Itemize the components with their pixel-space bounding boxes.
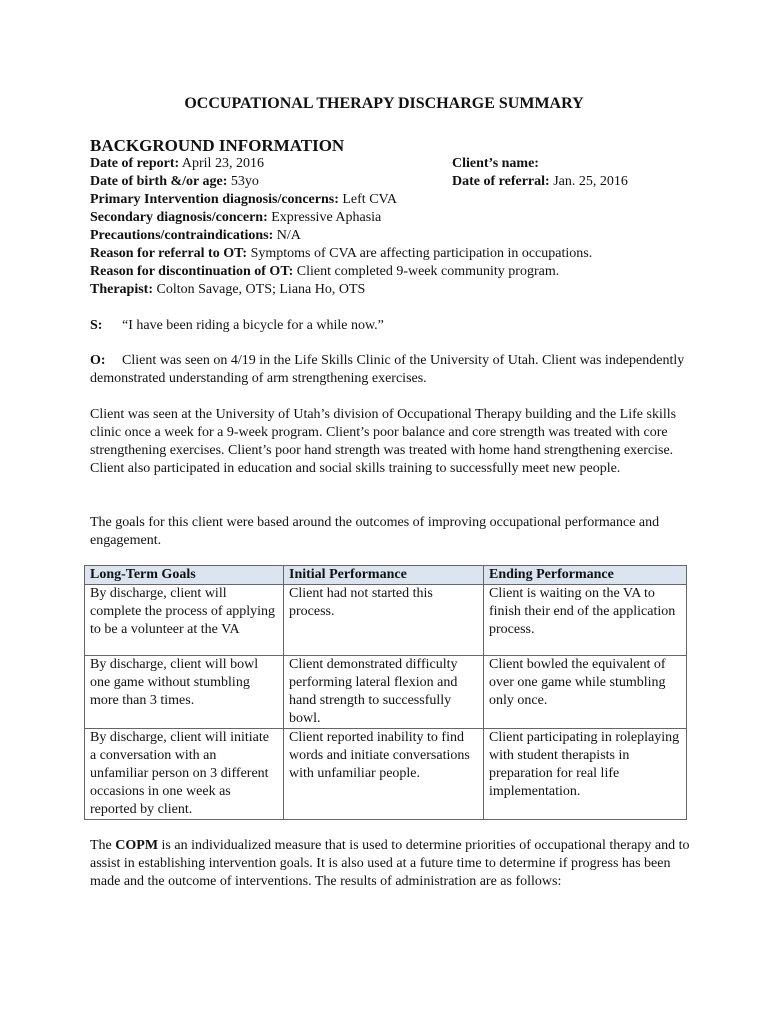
table-cell: By discharge, client will bowl one game without stumbling more than 3 times. xyxy=(85,656,284,729)
document-title: OCCUPATIONAL THERAPY DISCHARGE SUMMARY xyxy=(184,95,584,112)
info-row-precautions xyxy=(90,227,690,245)
date-of-report-label: Date of report: xyxy=(90,156,180,171)
header-long-term-goals: Long-Term Goals xyxy=(85,566,284,585)
table-cell: Client reported inability to find words and initiate conversations with unfamiliar people. xyxy=(284,729,484,820)
referral-reason-value: Symptoms of CVA are affecting participation in occupations. xyxy=(250,246,593,261)
discontinuation-value: Client completed 9-week community program. xyxy=(296,264,560,279)
table-cell: By discharge, client will initiate a conversation with an unfamiliar person on 3 different occasions in one week as reported by client. xyxy=(85,729,284,820)
goals-intro-paragraph: The goals for this client were based around the outcomes of improving occupational performance and engagement. xyxy=(90,515,660,548)
info-row-primary-dx xyxy=(90,191,690,209)
date-of-referral-label: Date of referral: xyxy=(452,174,550,189)
copm-paragraph xyxy=(90,837,690,891)
table-row xyxy=(85,729,687,820)
objective-label: O: xyxy=(90,353,106,368)
copm-text: is an individualized measure that is used to determine priorities of occupational therapy and to assist in establishing intervention goals. It is also used at a future time to determine if progress has been made and the outcome of interventions. The results of administration are as follows: xyxy=(90,838,690,889)
header-ending-performance: Ending Performance xyxy=(484,566,687,585)
subjective-label: S: xyxy=(90,318,103,333)
objective-paragraph xyxy=(90,352,690,388)
referral-reason-label: Reason for referral to OT: xyxy=(90,246,248,261)
date-of-report-value: April 23, 2016 xyxy=(181,156,264,171)
table-cell: Client participating in roleplaying with student therapists in preparation for real life implementation. xyxy=(484,729,687,820)
info-row-therapist xyxy=(90,281,690,299)
table-cell: Client demonstrated difficulty performing lateral flexion and hand strength to successfully bowl. xyxy=(284,656,484,729)
table-header-row xyxy=(85,566,687,585)
objective-text: Client was seen on 4/19 in the Life Skills Clinic of the University of Utah. Client was independently demonstrated understanding of arm strengthening exercises. xyxy=(90,353,685,386)
date-of-referral-value: Jan. 25, 2016 xyxy=(553,174,628,189)
background-info xyxy=(90,155,690,299)
clients-name-label: Client’s name: xyxy=(452,156,539,171)
secondary-dx-value: Expressive Aphasia xyxy=(271,210,382,225)
precautions-label: Precautions/contraindications: xyxy=(90,228,274,243)
table-row xyxy=(85,656,687,729)
info-row-discontinuation xyxy=(90,263,690,281)
discontinuation-label: Reason for discontinuation of OT: xyxy=(90,264,294,279)
dob-value: 53yo xyxy=(230,174,259,189)
secondary-dx-label: Secondary diagnosis/concern: xyxy=(90,210,268,225)
subjective-paragraph xyxy=(90,317,690,335)
primary-dx-value: Left CVA xyxy=(342,192,397,207)
header-initial-performance: Initial Performance xyxy=(284,566,484,585)
info-row-referral-reason xyxy=(90,245,690,263)
program-paragraph: Client was seen at the University of Utah’s division of Occupational Therapy building and the Life skills clinic once a week for a 9-week program. Client’s poor balance and core strength was treated with core strengthening exercises. Client’s poor hand strength was treated with home hand strengthening exercise. Client also participated in education and social skills training to successfully meet new people. xyxy=(90,407,677,476)
dob-label: Date of birth &/or age: xyxy=(90,174,228,189)
copm-prefix: The xyxy=(90,838,112,853)
therapist-label: Therapist: xyxy=(90,282,153,297)
table-cell: By discharge, client will complete the process of applying to be a volunteer at the VA xyxy=(85,585,284,656)
primary-dx-label: Primary Intervention diagnosis/concerns: xyxy=(90,192,339,207)
subjective-text: “I have been riding a bicycle for a while now.” xyxy=(122,318,384,333)
copm-term: COPM xyxy=(115,838,159,853)
referral-date-field xyxy=(452,173,628,191)
table-cell: Client had not started this process. xyxy=(284,585,484,656)
clients-name-field xyxy=(452,155,539,173)
table-row xyxy=(85,585,687,656)
precautions-value: N/A xyxy=(276,228,301,243)
table-cell: Client is waiting on the VA to finish their end of the application process. xyxy=(484,585,687,656)
table-cell: Client bowled the equivalent of over one game while stumbling only once. xyxy=(484,656,687,729)
goals-table xyxy=(84,565,687,820)
therapist-value: Colton Savage, OTS; Liana Ho, OTS xyxy=(156,282,366,297)
info-row-dob xyxy=(90,173,690,191)
background-heading: BACKGROUND INFORMATION xyxy=(90,136,345,155)
info-row-report-date xyxy=(90,155,690,173)
info-row-secondary-dx xyxy=(90,209,690,227)
